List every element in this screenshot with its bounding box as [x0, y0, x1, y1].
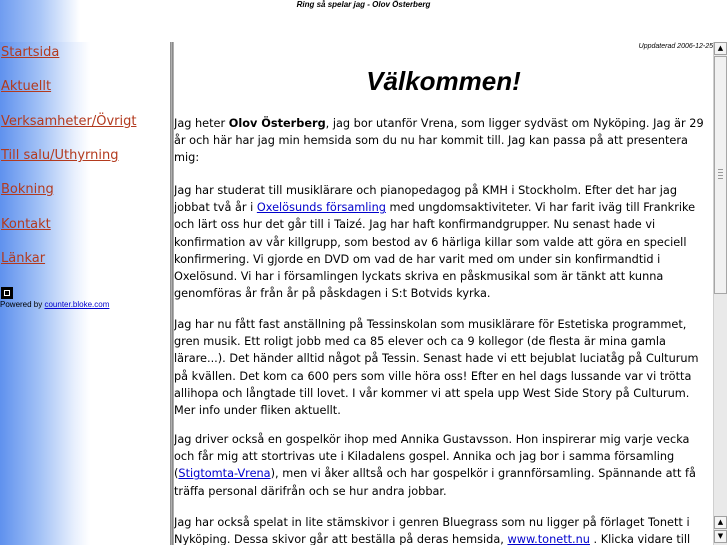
- oxelosund-link[interactable]: Oxelösunds församling: [256, 201, 386, 215]
- gospel-text-a: Jag driver också en gospelkör ihop med Annika Gustavsson. Hon inspirerar mig varje vecka och får mig att stortrivas ute i Kiladalens gospel. Annika och jag bor i samma församling (: [174, 433, 690, 481]
- gospel-paragraph: [174, 431, 710, 500]
- bluegrass-paragraph: [174, 514, 710, 545]
- nav-link-bokning[interactable]: Bokning: [1, 182, 54, 197]
- site-title: Ring så spelar jag - Olov Österberg: [296, 0, 431, 9]
- education-text-b: med ungdomsaktiviteter. Vi har farit iväg till Frankrike och lärt oss hur det går till i Taizé. Jag har haft konfirmandgrupper. Nu senast hade vi konfirmation av vår killgrupp, som bestod av 6 härliga killar som valde att göra en speciell konfirmering. Vi gjorde en DVD om vad de har varit med om under sin konfirmandtid i Oxelösund. Vi har i församlingen lyckats skriva en påskmusikal som är tänkt att kunna genomföras år från år på påskdagen i S:t Botvids kyrka.: [174, 201, 696, 301]
- scroll-up-arrow-icon[interactable]: ▲: [714, 42, 727, 55]
- nav-link-aktuellt[interactable]: Aktuellt: [1, 79, 52, 94]
- scroll-up-arrow-icon-bottom[interactable]: ▲: [714, 516, 727, 529]
- page-heading: Välkommen!: [366, 66, 521, 96]
- main-content-frame: [174, 42, 713, 545]
- scroll-down-arrow-icon[interactable]: ▼: [714, 530, 727, 543]
- main-scrollbar[interactable]: [713, 42, 727, 545]
- powered-by-text: Powered by: [0, 300, 45, 309]
- intro-text-b: , jag bor utanför Vrena, som ligger sydväst om Nyköping. Jag är 29 år och här har jag min hemsida som du nu har kommit till. Jag kan passa på att presentera mig:: [174, 117, 704, 165]
- job-paragraph: Jag har nu fått fast anställning på Tessinskolan som musiklärare för Estetiska programmet, gren musik. Ett roligt jobb med ca 85 elever och ca 9 kollegor (de flesta är mina gamla lärare...). Det händer alltid något på Tessin. Senast hade vi ett bejublat luciatåg på Culturum på kvällen. Det kom ca 600 pers som ville höra oss! Efter en hel dags lussande var vi trötta allihopa och långtade till lovet. I vår kommer vi att spela upp West Side Story på Culturum. Mer info under fliken aktuellt.: [174, 318, 699, 418]
- counter-link[interactable]: counter.bloke.com: [44, 300, 110, 309]
- left-nav-frame: [0, 42, 171, 545]
- bluegrass-text-b: . Klicka vidare till: [589, 533, 691, 545]
- nav-link-kontakt[interactable]: Kontakt: [1, 217, 51, 232]
- updated-date: Uppdaterad 2006-12-25: [638, 43, 713, 50]
- intro-text-a: Jag heter: [174, 117, 229, 130]
- gospel-text-b: ), men vi åker alltså och har gospelkör i grannförsamling. Spännande att få träffa personal därifrån och se hur andra jobbar.: [174, 467, 696, 498]
- author-name: Olov Österberg: [228, 117, 326, 130]
- nav-link-till-salu[interactable]: Till salu/Uthyrning: [1, 148, 119, 163]
- intro-paragraph: [174, 115, 710, 167]
- tonett-link[interactable]: www.tonett.nu: [507, 533, 590, 545]
- counter-icon[interactable]: [1, 287, 13, 299]
- bluegrass-text-a: Jag har också spelat in lite stämskivor i genren Bluegrass som nu ligger på förlaget Tonett i Nyköping. Dessa skivor går att beställa på deras hemsida,: [174, 516, 690, 545]
- education-paragraph: [174, 182, 710, 302]
- nav-link-lankar[interactable]: Länkar: [1, 251, 46, 266]
- nav-link-verksamheter[interactable]: Verksamheter/Övrigt: [1, 114, 137, 129]
- education-text-a: Jag har studerat till musiklärare och pianopedagog på KMH i Stockholm. Efter det har jag jobbat två år i: [174, 184, 678, 215]
- powered-by: [0, 300, 109, 309]
- nav-link-startsida[interactable]: Startsida: [1, 45, 60, 60]
- stigtomta-vrena-link[interactable]: Stigtomta-Vrena: [178, 467, 271, 481]
- scrollbar-thumb[interactable]: [714, 56, 727, 294]
- top-frame: [0, 0, 727, 42]
